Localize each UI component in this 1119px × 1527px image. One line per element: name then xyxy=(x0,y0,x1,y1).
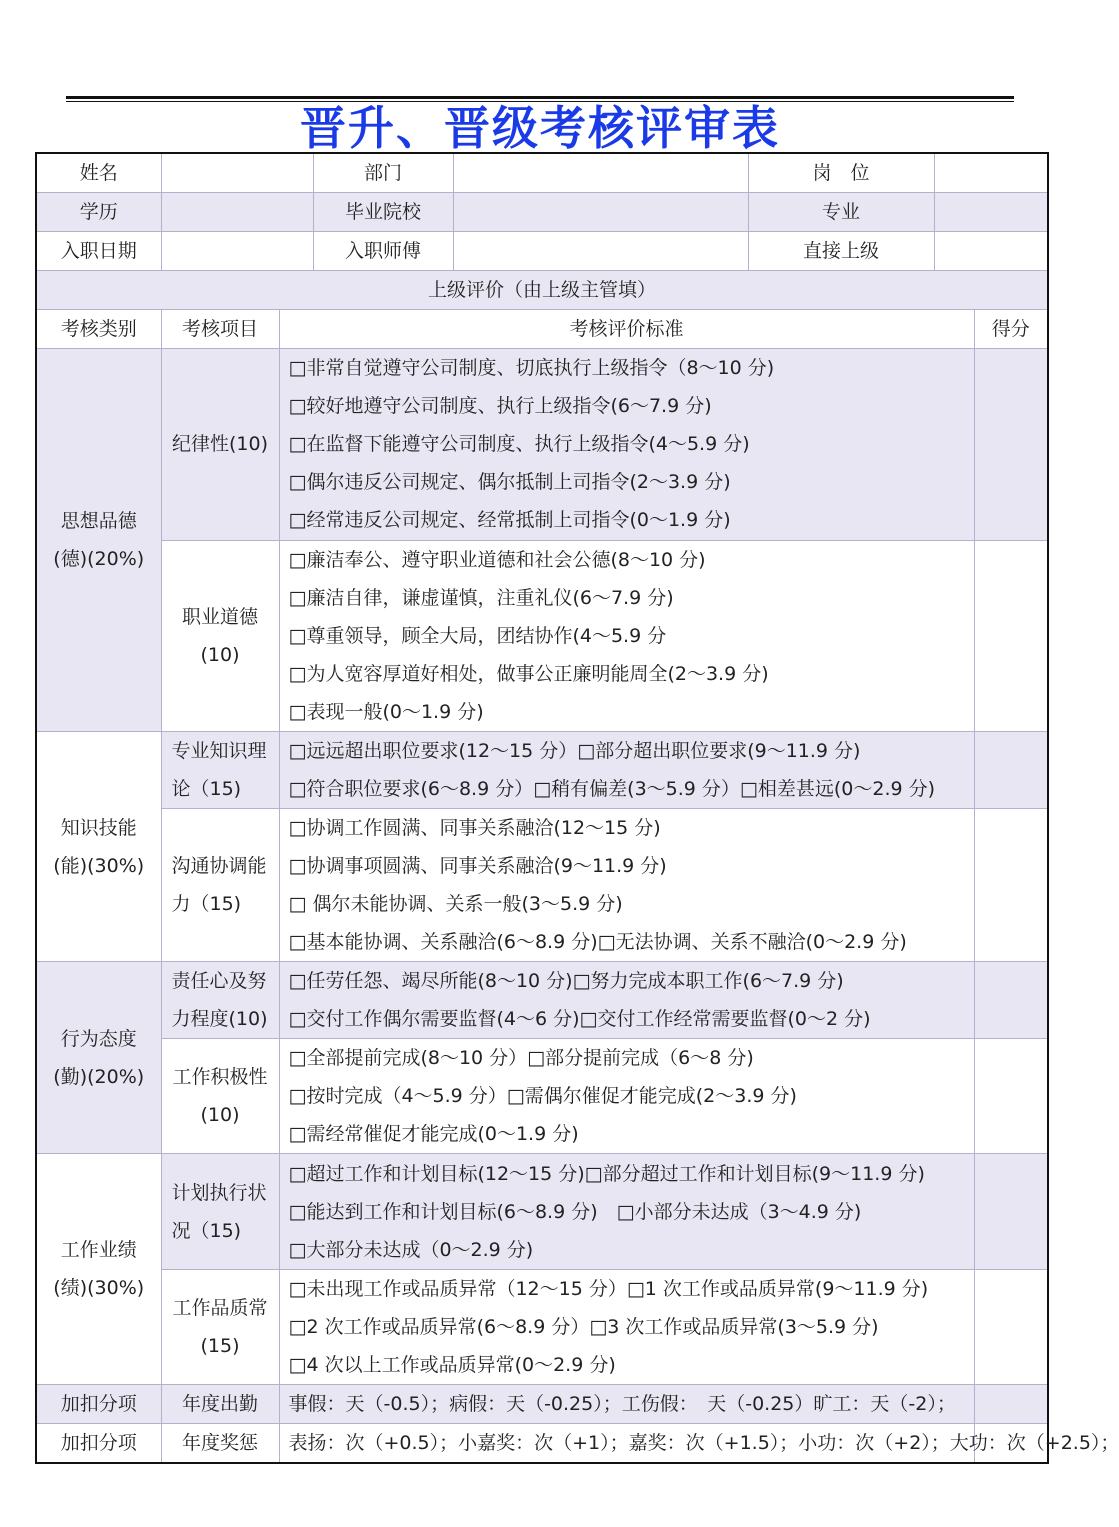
score-field[interactable] xyxy=(974,1269,1048,1384)
item-name: (15) xyxy=(200,1334,240,1357)
category-name: (勤)(20%) xyxy=(53,1065,145,1088)
item-cell xyxy=(161,1154,279,1269)
column-header-row xyxy=(36,310,1048,349)
criteria-cell xyxy=(279,808,974,961)
info-label: 岗 位 xyxy=(748,153,934,193)
criteria-option[interactable]: □为人宽容厚道好相处，做事公正廉明能周全(2～3.9 分) xyxy=(288,662,769,685)
info-label: 毕业院校 xyxy=(313,193,453,232)
item-name: (10) xyxy=(200,643,240,666)
info-value-field[interactable] xyxy=(453,153,748,193)
bonus-item: 年度奖惩 xyxy=(161,1423,279,1463)
criteria-option[interactable]: □按时完成（4～5.9 分）□需偶尔催促才能完成(2～3.9 分) xyxy=(288,1085,797,1108)
info-label: 部门 xyxy=(313,153,453,193)
basic-info xyxy=(36,153,1048,271)
criteria-option[interactable]: □能达到工作和计划目标(6～8.9 分) □小部分未达成（3～4.9 分) xyxy=(288,1200,862,1223)
bonus-row xyxy=(36,1423,1048,1463)
category-name: 行为态度 xyxy=(60,1027,137,1050)
evaluation-row xyxy=(36,1269,1048,1384)
info-value-field[interactable] xyxy=(161,193,313,232)
criteria-option[interactable]: □未出现工作或品质异常（12～15 分）□1 次工作或品质异常(9～11.9 分) xyxy=(288,1277,929,1300)
criteria-option[interactable]: □任劳任怨、竭尽所能(8～10 分)□努力完成本职工作(6～7.9 分) xyxy=(288,970,844,993)
info-value-field[interactable] xyxy=(453,232,748,271)
item-name: 工作积极性 xyxy=(172,1066,268,1089)
col-header-category: 考核类别 xyxy=(36,310,161,349)
evaluation-row xyxy=(36,808,1048,961)
info-row xyxy=(36,193,1048,232)
criteria-option[interactable]: □协调事项圆满、同事关系融洽(9～11.9 分) xyxy=(288,855,667,878)
item-cell xyxy=(161,962,279,1039)
col-header-item: 考核项目 xyxy=(161,310,279,349)
col-header-score: 得分 xyxy=(974,310,1048,349)
criteria-option[interactable]: □基本能协调、关系融洽(6～8.9 分)□无法协调、关系不融洽(0～2.9 分) xyxy=(288,931,907,954)
evaluation-rows xyxy=(36,349,1048,1385)
criteria-cell xyxy=(279,1039,974,1154)
criteria-option[interactable]: □超过工作和计划目标(12～15 分)□部分超过工作和计划目标(9～11.9 分) xyxy=(288,1162,925,1185)
evaluation-row xyxy=(36,1039,1048,1154)
category-cell xyxy=(36,962,161,1154)
score-field[interactable] xyxy=(974,1384,1048,1423)
info-label: 直接上级 xyxy=(748,232,934,271)
criteria-cell xyxy=(279,962,974,1039)
info-row xyxy=(36,232,1048,271)
item-cell xyxy=(161,349,279,540)
info-value-field[interactable] xyxy=(161,153,313,193)
bonus-category: 加扣分项 xyxy=(36,1384,161,1423)
criteria-option[interactable]: □经常违反公司规定、经常抵制上司指令(0～1.9 分) xyxy=(288,509,731,532)
category-name: 思想品德 xyxy=(60,510,137,533)
bonus-category: 加扣分项 xyxy=(36,1423,161,1463)
criteria-option[interactable]: □全部提前完成(8～10 分）□部分提前完成（6～8 分) xyxy=(288,1047,754,1070)
evaluation-row xyxy=(36,349,1048,540)
criteria-option[interactable]: □4 次以上工作或品质异常(0～2.9 分) xyxy=(288,1353,616,1376)
score-field[interactable] xyxy=(974,540,1048,731)
item-cell xyxy=(161,808,279,961)
criteria-option[interactable]: □廉洁自律，谦虚谨慎，注重礼仪(6～7.9 分) xyxy=(288,586,674,609)
section-header-row xyxy=(36,271,1048,310)
item-cell xyxy=(161,731,279,808)
category-name: (能)(30%) xyxy=(53,854,145,877)
criteria-option[interactable]: □在监督下能遵守公司制度、执行上级指令(4～5.9 分) xyxy=(288,433,750,456)
item-cell xyxy=(161,1039,279,1154)
info-label: 入职日期 xyxy=(36,232,161,271)
criteria-cell xyxy=(279,349,974,540)
info-value-field[interactable] xyxy=(161,232,313,271)
category-cell xyxy=(36,349,161,732)
evaluation-row xyxy=(36,731,1048,808)
item-name: (10) xyxy=(200,1104,240,1127)
item-name: 责任心及努力程度(10) xyxy=(171,970,268,1031)
criteria-option[interactable]: □ 偶尔未能协调、关系一般(3～5.9 分) xyxy=(288,893,623,916)
item-name: 工作品质常 xyxy=(172,1296,268,1319)
score-field[interactable] xyxy=(974,808,1048,961)
item-cell xyxy=(161,540,279,731)
item-name: 专业知识理论（15) xyxy=(171,739,267,800)
criteria-cell xyxy=(279,1269,974,1384)
info-value-field[interactable] xyxy=(934,193,1048,232)
category-name: 工作业绩 xyxy=(60,1239,137,1262)
info-row xyxy=(36,153,1048,193)
criteria-option[interactable]: □符合职位要求(6～8.9 分）□稍有偏差(3～5.9 分）□相差甚远(0～2.9 分) xyxy=(288,777,936,800)
score-field[interactable] xyxy=(974,1154,1048,1269)
criteria-option[interactable]: □非常自觉遵守公司制度、切底执行上级指令（8～10 分) xyxy=(288,357,775,380)
score-field[interactable] xyxy=(974,349,1048,540)
review-form-table xyxy=(35,152,1119,1464)
info-label: 姓名 xyxy=(36,153,161,193)
bonus-row xyxy=(36,1384,1048,1423)
info-label: 学历 xyxy=(36,193,161,232)
criteria-option[interactable]: □2 次工作或品质异常(6～8.9 分）□3 次工作或品质异常(3～5.9 分) xyxy=(288,1315,879,1338)
top-rule xyxy=(66,96,1014,99)
criteria-option[interactable]: □大部分未达成（0～2.9 分) xyxy=(288,1238,534,1261)
item-name: 纪律性(10) xyxy=(171,433,268,456)
criteria-cell xyxy=(279,731,974,808)
criteria-option[interactable]: □尊重领导，顾全大局，团结协作(4～5.9 分 xyxy=(288,624,667,647)
criteria-cell xyxy=(279,1154,974,1269)
bonus-rows xyxy=(36,1384,1119,1463)
info-label: 专业 xyxy=(748,193,934,232)
criteria-option[interactable]: □需经常催促才能完成(0～1.9 分) xyxy=(288,1123,579,1146)
bonus-item: 年度出勤 xyxy=(161,1384,279,1423)
bonus-detail[interactable]: 表扬：次（+0.5）；小嘉奖：次（+1）；嘉奖：次（+1.5）；小功：次（+2）；大功：次（+2.5）； xyxy=(279,1423,974,1463)
info-label: 入职师傅 xyxy=(313,232,453,271)
evaluation-row xyxy=(36,1154,1048,1269)
item-name: 沟通协调能力（15) xyxy=(171,855,267,916)
item-name: 计划执行状况（15) xyxy=(171,1181,267,1242)
item-name: 职业道德 xyxy=(181,605,258,628)
criteria-option[interactable]: □较好地遵守公司制度、执行上级指令(6～7.9 分) xyxy=(288,395,712,418)
category-name: 知识技能 xyxy=(60,816,137,839)
info-value-field[interactable] xyxy=(934,232,1048,271)
category-cell xyxy=(36,731,161,961)
item-cell xyxy=(161,1269,279,1384)
criteria-option[interactable]: □廉洁奉公、遵守职业道德和社会公德(8～10 分) xyxy=(288,548,706,571)
category-name: (德)(20%) xyxy=(53,548,145,571)
score-field[interactable] xyxy=(974,962,1048,1039)
score-field[interactable] xyxy=(974,731,1048,808)
section-title: 上级评价（由上级主管填） xyxy=(36,271,1048,310)
criteria-option[interactable]: □远远超出职位要求(12～15 分）□部分超出职位要求(9～11.9 分) xyxy=(288,739,861,762)
category-name: (绩)(30%) xyxy=(53,1277,145,1300)
criteria-option[interactable]: □表现一般(0～1.9 分) xyxy=(288,700,484,723)
bonus-detail[interactable]: 事假：天（-0.5）；病假：天（-0.25）；工伤假： 天（-0.25）旷工：天（-2）； xyxy=(279,1384,974,1423)
category-cell xyxy=(36,1154,161,1384)
page-title: 晋升、晋级考核评审表 xyxy=(300,101,780,155)
criteria-option[interactable]: □交付工作偶尔需要监督(4～6 分)□交付工作经常需要监督(0～2 分) xyxy=(288,1008,871,1031)
score-field[interactable] xyxy=(974,1039,1048,1154)
col-header-criteria: 考核评价标准 xyxy=(279,310,974,349)
evaluation-row xyxy=(36,962,1048,1039)
info-value-field[interactable] xyxy=(453,193,748,232)
criteria-option[interactable]: □偶尔违反公司规定、偶尔抵制上司指令(2～3.9 分) xyxy=(288,471,731,494)
info-value-field[interactable] xyxy=(934,153,1048,193)
criteria-cell xyxy=(279,540,974,731)
evaluation-row xyxy=(36,540,1048,731)
criteria-option[interactable]: □协调工作圆满、同事关系融洽(12～15 分) xyxy=(288,817,661,840)
